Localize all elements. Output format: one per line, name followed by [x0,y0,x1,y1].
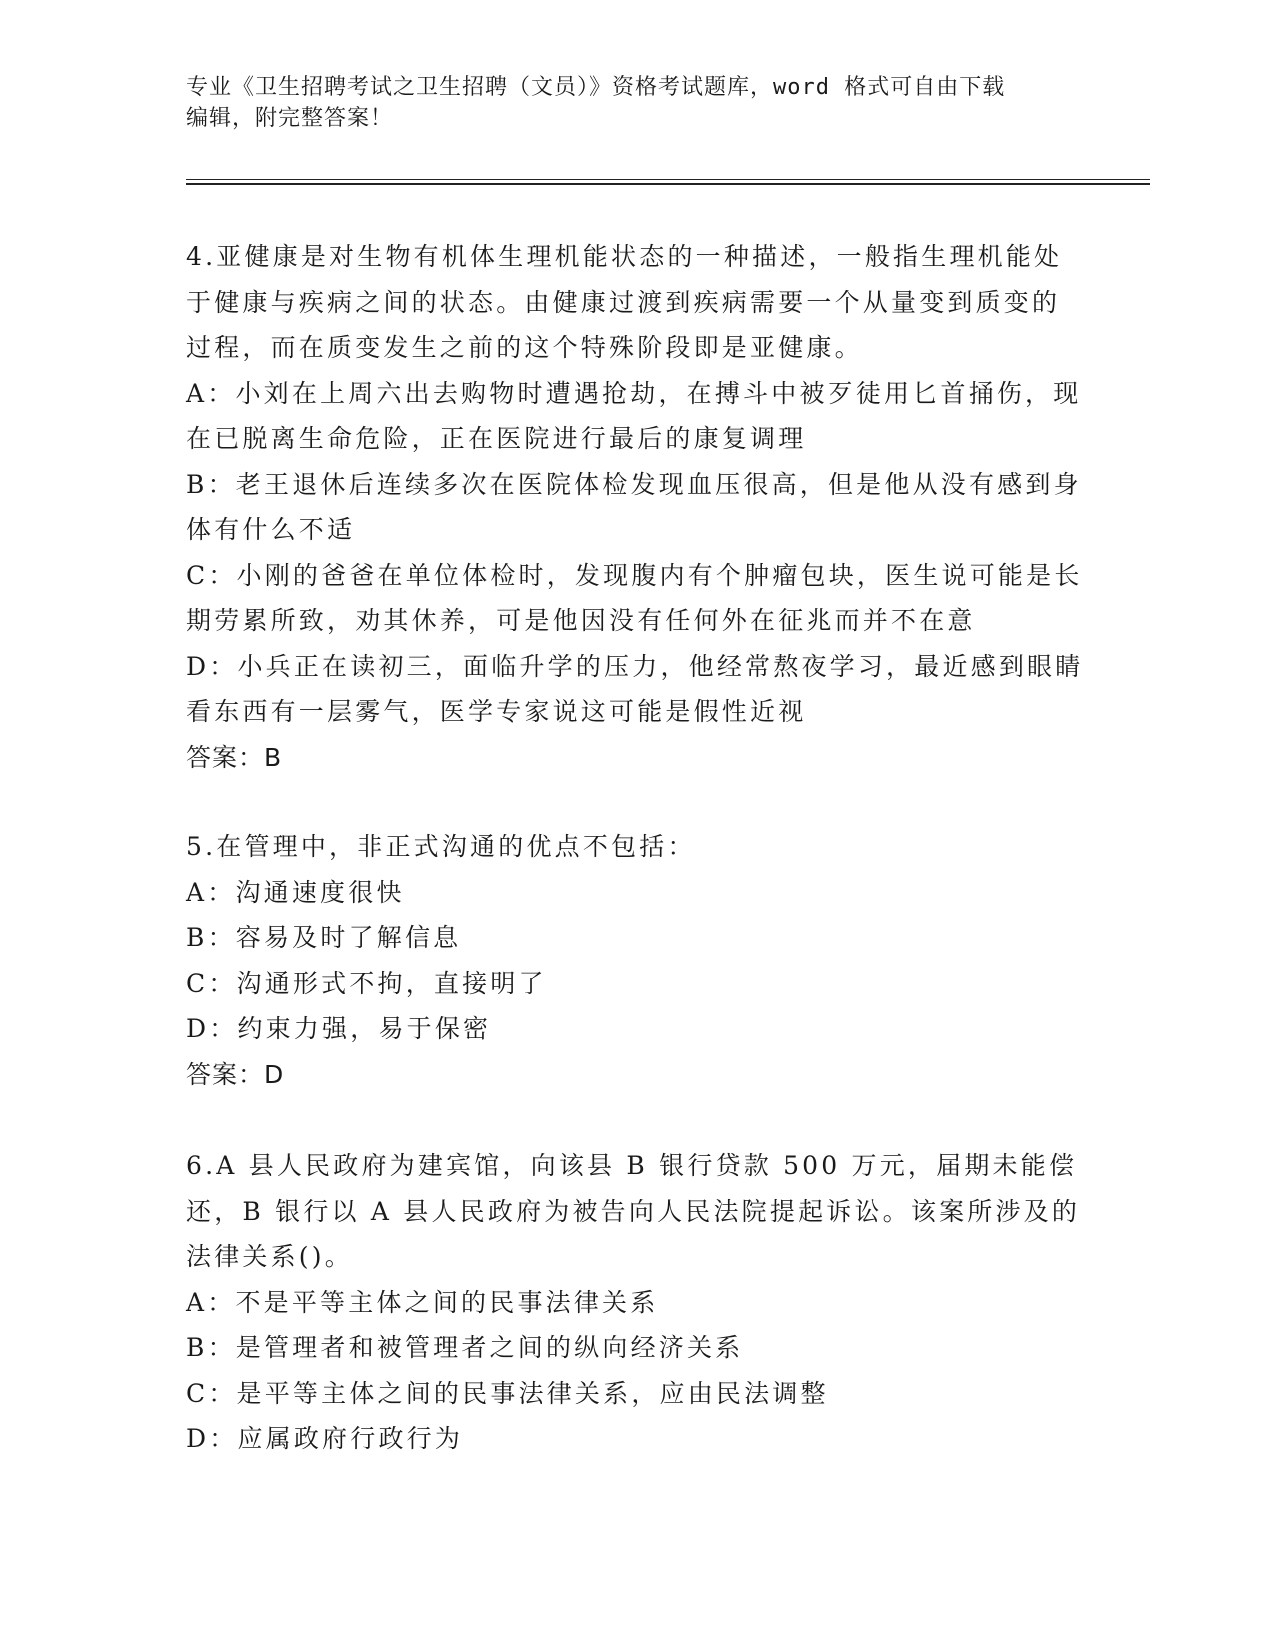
option-b: B：是管理者和被管理者之间的纵向经济关系 [186,1333,744,1362]
header-line-2: 编辑，附完整答案！ [186,106,394,131]
option-d: D：约束力强，易于保密 [186,1014,492,1043]
header-line-1: 专业《卫生招聘考试之卫生招聘（文员）》资格考试题库，word 格式可自由下载 [186,75,1006,100]
option-a: A：小刘在上周六出去购物时遭遇抢劫，在搏斗中被歹徒用匕首捅伤，现在已脱离生命危险，正在医院进行最后的康复调理 [186,378,1082,453]
option-d: D：小兵正在读初三，面临升学的压力，他经常熬夜学习，最近感到眼睛看东西有一层雾气，医学专家说这可能是假性近视 [186,651,1084,726]
option-a: A：沟通速度很快 [186,877,405,907]
answer: 答案：D [186,1059,285,1089]
option-a: A：不是平等主体之间的民事法律关系 [186,1287,659,1317]
question-stem: 4.亚健康是对生物有机体生理机能状态的一种描述，一般指生理机能处于健康与疾病之间的状态。由健康过渡到疾病需要一个从量变到质变的过程，而在质变发生之前的这个特殊阶段即是亚健康。 [186,242,1063,362]
option-b: B：容易及时了解信息 [186,923,462,952]
document-header [186,72,1066,134]
question-5 [186,824,1086,1097]
question-stem: 6.A 县人民政府为建宾馆，向该县 B 银行贷款 500 万元，届期未能偿还，B 银行以 A 县人民政府为被告向人民法院提起诉讼。该案所涉及的法律关系()。 [186,1151,1081,1271]
question-stem: 5.在管理中，非正式沟通的优点不包括： [186,832,696,861]
option-d: D：应属政府行政行为 [186,1424,464,1453]
option-c: C：沟通形式不拘，直接明了 [186,968,547,998]
header-divider-thin [186,179,1150,180]
question-4 [186,234,1086,780]
option-c: C：小刚的爸爸在单位体检时，发现腹内有个肿瘤包块，医生说可能是长期劳累所致，劝其休养，可是他因没有任何外在征兆而并不在意 [186,560,1083,635]
question-6 [186,1143,1086,1462]
option-b: B：老王退休后连续多次在医院体检发现血压很高，但是他从没有感到身体有什么不适 [186,469,1082,544]
answer: 答案：B [186,742,283,772]
header-divider-thick [186,183,1150,185]
option-c: C：是平等主体之间的民事法律关系，应由民法调整 [186,1378,829,1408]
